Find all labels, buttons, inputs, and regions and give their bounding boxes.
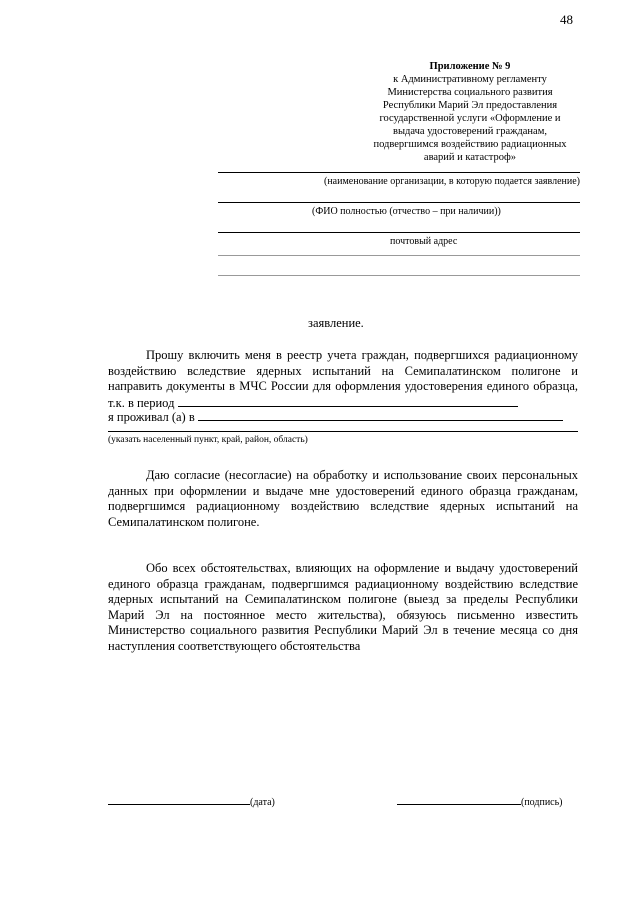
date-block <box>108 794 275 808</box>
address-field-line-2[interactable] <box>218 255 580 256</box>
location-hint: (указать населенный пункт, край, район, область) <box>108 435 308 445</box>
fio-caption: (ФИО полностью (отчество – при наличии)) <box>312 206 501 217</box>
appendix-line: Министерства социального развития <box>387 87 553 98</box>
request-text: Прошу включить меня в реестр учета граждан, подвергшихся радиационному воздействию вследствие ядерных испытаний на Семипалатинском полигоне и направить документы в МЧС России для оформления удостоверения единого образца, т.к. в период <box>108 348 578 410</box>
appendix-line: государственной услуги «Оформление и <box>379 113 561 124</box>
residence-field[interactable] <box>198 409 563 421</box>
organization-field[interactable] <box>218 172 580 173</box>
signature-field[interactable] <box>397 794 521 805</box>
signature-block <box>397 794 563 808</box>
lived-label: я проживал (а) в <box>108 410 195 424</box>
appendix-line: аварий и катастроф» <box>423 152 517 163</box>
page-number: 48 <box>560 12 573 27</box>
address-caption: почтовый адрес <box>390 236 458 247</box>
consent-paragraph: Даю согласие (несогласие) на обработку и использование своих персональных данных при оформлении и выдаче мне удостоверений единого образца гражданам, подвергшимся радиационному воздействию вследствие ядерных испытаний на Семипалатинском полигоне. <box>108 468 578 529</box>
document-heading: заявление. <box>308 316 364 330</box>
appendix-line: подвергшимся воздействию радиационных <box>373 139 567 150</box>
appendix-title: Приложение № 9 <box>429 61 511 72</box>
fio-field[interactable] <box>218 202 580 203</box>
address-field-line-3[interactable] <box>218 275 580 276</box>
appendix-line: к Административному регламенту <box>393 74 547 85</box>
period-field[interactable] <box>178 395 518 407</box>
appendix-header <box>340 60 600 164</box>
location-field[interactable] <box>108 431 578 432</box>
appendix-line: выдача удостоверений гражданам, <box>393 126 547 137</box>
residence-line <box>108 409 578 426</box>
appendix-line: Республики Марий Эл предоставления <box>382 100 558 111</box>
date-label: (дата) <box>250 797 275 808</box>
address-field[interactable] <box>218 232 580 233</box>
organization-caption: (наименование организации, в которую подается заявление) <box>323 176 580 187</box>
request-paragraph <box>108 348 578 411</box>
signature-label: (подпись) <box>521 797 563 808</box>
date-field[interactable] <box>108 794 250 805</box>
obligation-paragraph: Обо всех обстоятельствах, влияющих на оформление и выдачу удостоверений единого образца гражданам, подвергшимся радиационному воздействию вследствие ядерных испытаний на Семипалатинском полигоне (выезд за пределы Республики Марий Эл на постоянное место жительства), обязуюсь письменно известить Министерство социального развития Республики Марий Эл в течение месяца со дня наступления соответствующего обстоятельства <box>108 561 578 653</box>
